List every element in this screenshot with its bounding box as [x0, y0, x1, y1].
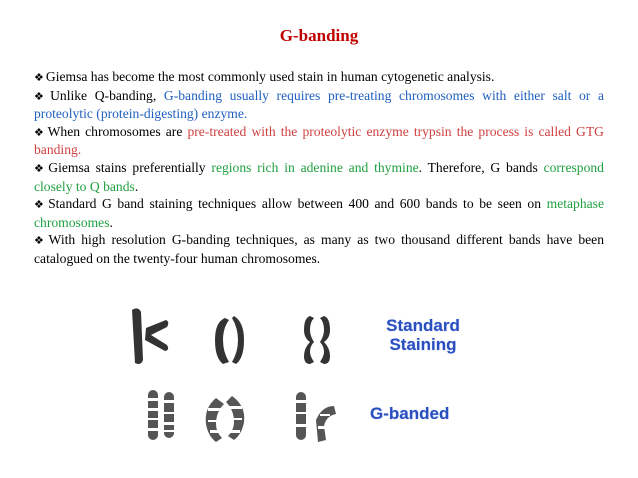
bullet-text: With high resolution G-banding techniques, as many as two thousand different bands have been catalogued on the twenty-four human chromosomes.: [34, 232, 604, 266]
diamond-bullet-icon: ❖: [34, 234, 47, 248]
standard-staining-label: [368, 316, 478, 354]
diamond-bullet-icon: ❖: [34, 125, 46, 139]
standard-stained-chromosomes: [132, 308, 330, 364]
chromosome-figure: [120, 300, 480, 450]
page-title: G-banding: [279, 26, 359, 45]
bullet-item: [34, 68, 604, 87]
bullet-text: .: [134, 178, 139, 194]
bullet-text: . Therefore, G bands: [418, 159, 544, 175]
bullet-list: [34, 68, 604, 268]
bullet-text: Giemsa has become the most commonly used stain in human cytogenetic analysis.: [45, 69, 495, 84]
standard-staining-label-line1: Standard: [386, 316, 460, 335]
diamond-bullet-icon: ❖: [34, 89, 49, 103]
diamond-bullet-icon: ❖: [34, 198, 47, 212]
bullet-item: [34, 123, 604, 159]
g-banded-chromosomes: [148, 390, 336, 442]
bullet-text: .: [109, 214, 113, 230]
bullet-text: Standard G band staining techniques allow between 400 and 600 bands to be seen on: [48, 196, 547, 212]
bullet-item: [34, 87, 604, 123]
bullet-text: Giemsa stains preferentially: [48, 159, 212, 175]
diamond-bullet-icon: ❖: [34, 71, 44, 84]
bullet-item: [34, 159, 604, 195]
bullet-text: correspond closely to Q bands: [34, 159, 604, 194]
bullet-item: [34, 195, 604, 231]
g-banded-label: G-banded: [370, 404, 450, 423]
bullet-text: G-banding usually requires pre-treating chromosomes with either salt or a proteolytic (protein-digesting) enzyme.: [34, 87, 604, 122]
bullet-text: Unlike Q-banding,: [50, 87, 164, 103]
bullet-text: regions rich in adenine and thymine: [211, 159, 419, 175]
bullet-text: metaphase chromosomes: [34, 196, 604, 230]
standard-staining-label-line2: Staining: [389, 335, 457, 354]
bullet-item: [34, 231, 604, 267]
diamond-bullet-icon: ❖: [34, 161, 47, 175]
bullet-text: pre-treated with the proteolytic enzyme trypsin the process is called GTG banding.: [34, 123, 604, 158]
bullet-text: When chromosomes are: [47, 123, 188, 139]
